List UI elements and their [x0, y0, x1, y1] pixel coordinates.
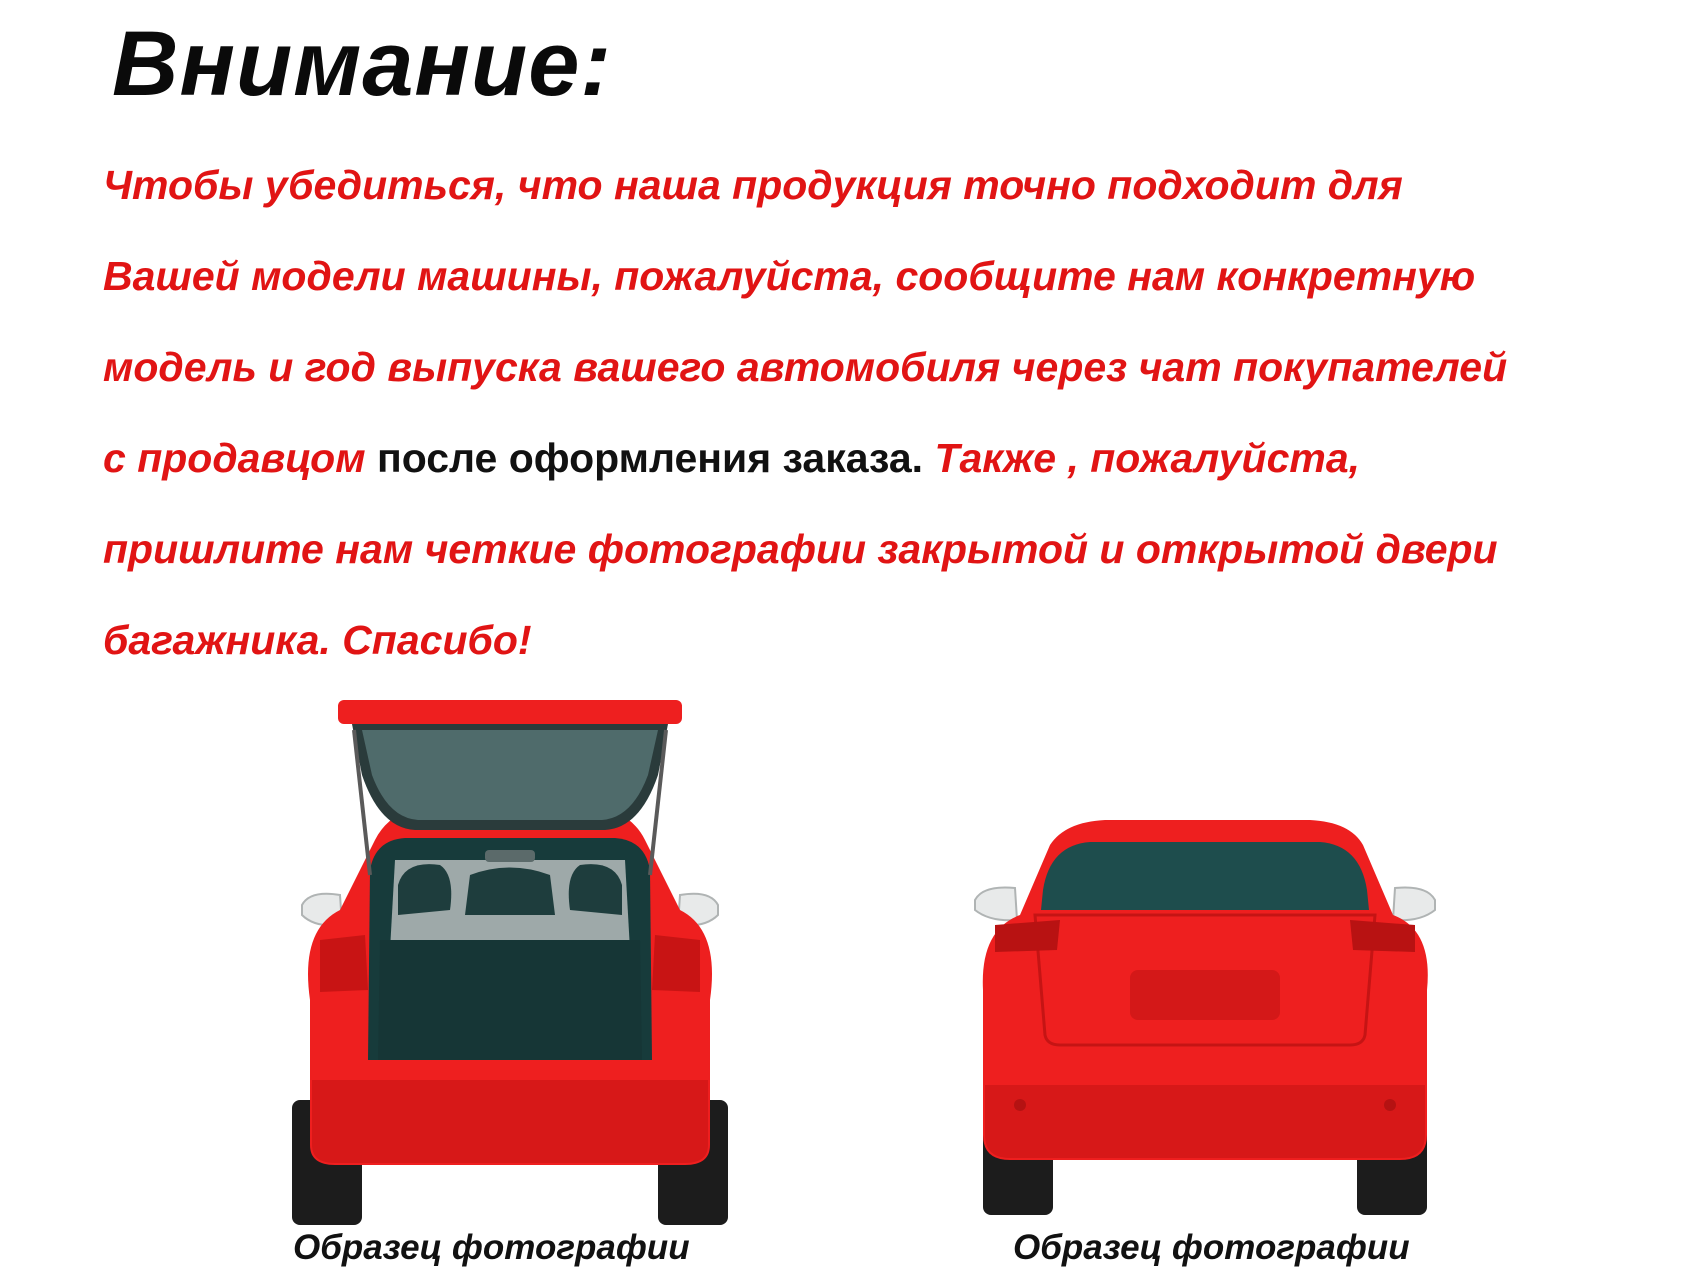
caption-closed-trunk: Образец фотографии	[1013, 1228, 1410, 1267]
notice-line-4-black: после оформления заказа.	[376, 435, 924, 481]
notice-line-4	[103, 413, 1683, 504]
notice-line-6: багажника. Спасибо!	[103, 617, 532, 663]
caption-open-trunk: Образец фотографии	[293, 1228, 690, 1267]
notice-line-4-red-end: Также , пожалуйста,	[923, 435, 1361, 481]
notice-line-5: пришлите нам четкие фотографии закрытой и открытой двери	[103, 526, 1498, 572]
notice-line-2: Вашей модели машины, пожалуйста, сообщите нам конкретную	[103, 253, 1476, 299]
notice-line-1: Чтобы убедиться, что наша продукция точно подходит для	[103, 162, 1403, 208]
car-open-trunk-illustration	[280, 700, 740, 1230]
page-title: Внимание:	[112, 13, 612, 115]
notice-line-3: модель и год выпуска вашего автомобиля через чат покупателей	[103, 344, 1508, 390]
car-closed-trunk-illustration	[965, 820, 1445, 1220]
notice-line-4-red: с продавцом	[103, 435, 377, 481]
notice-text	[103, 140, 1683, 686]
